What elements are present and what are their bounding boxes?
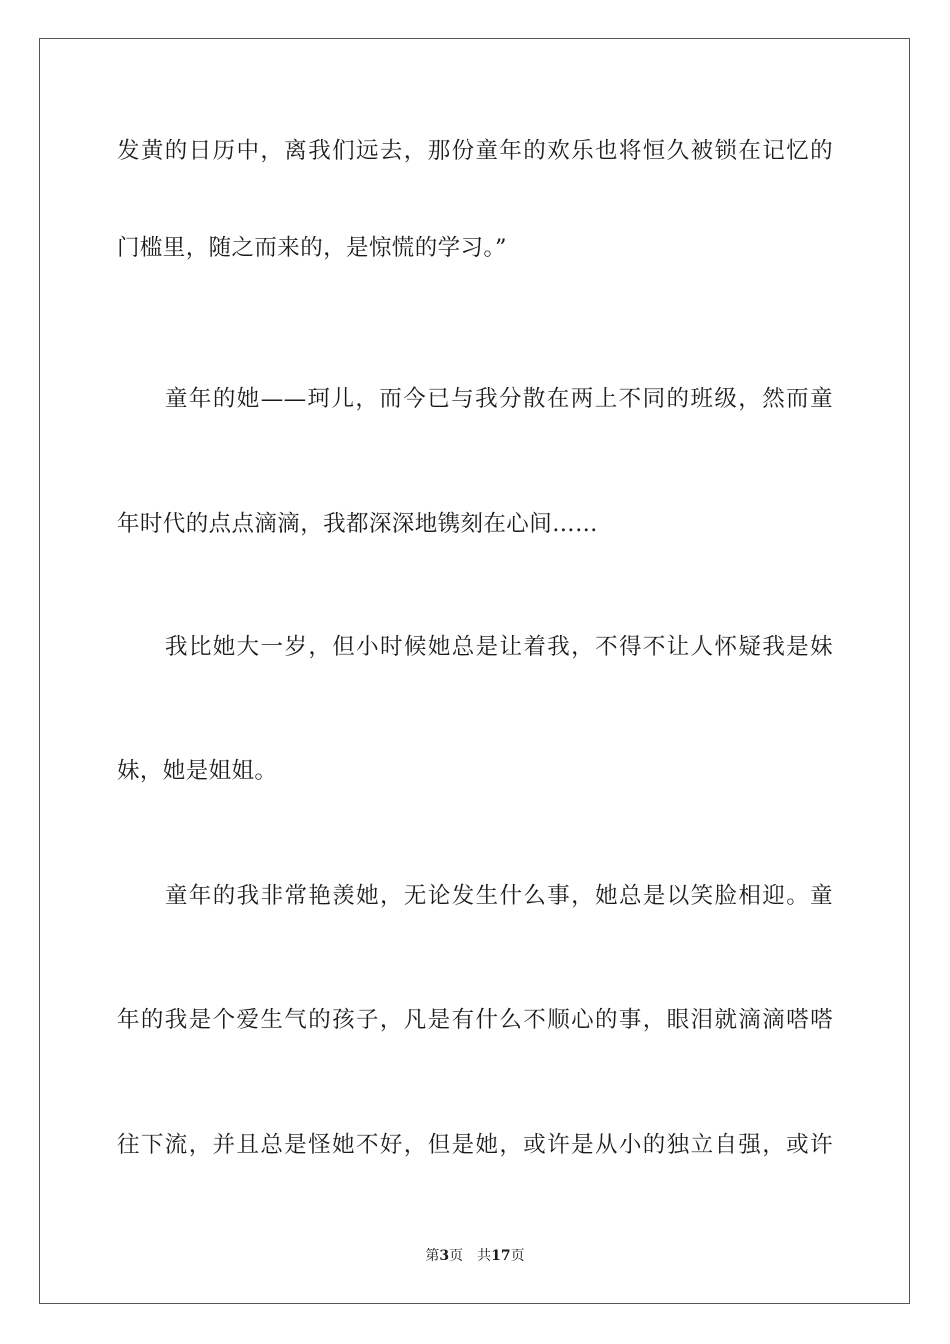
text-line: 往下流，并且总是怪她不好，但是她，或许是从小的独立自强，或许 bbox=[117, 1132, 833, 1158]
page-total: 17 bbox=[491, 1248, 511, 1264]
text-line: 童年的我非常艳羡她，无论发生什么事，她总是以笑脸相迎。童 bbox=[165, 883, 833, 909]
total-prefix: 共 bbox=[477, 1248, 492, 1264]
text-line: 年的我是个爱生气的孩子，凡是有什么不顺心的事，眼泪就滴滴嗒嗒 bbox=[117, 1007, 833, 1033]
text-line: 我比她大一岁，但小时候她总是让着我，不得不让人怀疑我是妹 bbox=[165, 634, 833, 660]
text-line: 童年的她——珂儿，而今已与我分散在两上不同的班级，然而童 bbox=[165, 386, 833, 412]
page-suffix: 页 bbox=[449, 1248, 464, 1264]
total-suffix: 页 bbox=[510, 1248, 525, 1264]
page-footer bbox=[0, 1246, 950, 1266]
text-line: 门槛里，随之而来的，是惊慌的学习。” bbox=[117, 235, 507, 261]
page-border bbox=[39, 38, 910, 1304]
text-line: 妹，她是姐姐。 bbox=[117, 758, 278, 784]
page-current: 3 bbox=[439, 1248, 450, 1264]
text-line: 发黄的日历中，离我们远去，那份童年的欢乐也将恒久被锁在记忆的 bbox=[117, 138, 833, 164]
page-prefix: 第 bbox=[425, 1248, 440, 1264]
text-line: 年时代的点点滴滴，我都深深地镌刻在心间…… bbox=[117, 511, 598, 537]
